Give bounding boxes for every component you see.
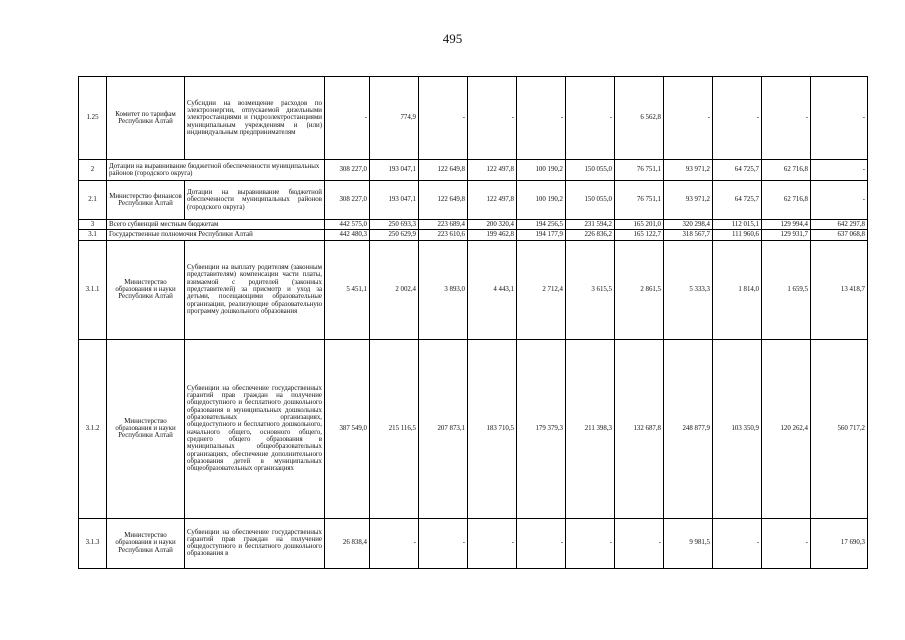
value-cell: 76 751,1 <box>615 181 664 220</box>
value-cell: 248 877,9 <box>664 339 713 518</box>
value-cell: - <box>325 77 370 160</box>
value-cell: 200 320,4 <box>468 220 517 230</box>
value-cell: - <box>615 518 664 568</box>
row-description: Государственные полномочия Республики Алтай <box>107 230 325 240</box>
value-cell: 183 710,5 <box>468 339 517 518</box>
value-cell: 165 122,7 <box>615 230 664 240</box>
budget-table <box>78 76 868 569</box>
value-cell: 2 861,5 <box>615 240 664 339</box>
value-cell: 308 227,0 <box>325 160 370 181</box>
value-cell: - <box>517 518 566 568</box>
value-cell: 1 814,0 <box>713 240 762 339</box>
row-organization: Комитет по тарифам Республики Алтай <box>107 77 185 160</box>
table-row <box>79 518 868 568</box>
value-cell: - <box>762 77 811 160</box>
value-cell: 129 994,4 <box>762 220 811 230</box>
row-code: 3.1.2 <box>79 339 107 518</box>
value-cell: 132 687,8 <box>615 339 664 518</box>
value-cell: 637 068,8 <box>811 230 868 240</box>
value-cell: 250 693,3 <box>370 220 419 230</box>
value-cell: 64 725,7 <box>713 181 762 220</box>
value-cell: 3 615,5 <box>566 240 615 339</box>
value-cell: 103 350,9 <box>713 339 762 518</box>
value-cell: - <box>468 77 517 160</box>
value-cell: - <box>419 77 468 160</box>
value-cell: 215 116,5 <box>370 339 419 518</box>
value-cell: 129 931,7 <box>762 230 811 240</box>
table-row <box>79 160 868 181</box>
row-organization: Министерство образования и науки Республики Алтай <box>107 518 185 568</box>
value-cell: 199 462,8 <box>468 230 517 240</box>
row-organization: Министерство образования и науки Республики Алтай <box>107 240 185 339</box>
row-description: Субсидии на возмещение расходов по электроэнергии, отпускаемой дизельными электростанциями и гидроэлектростанциями муниципальным учреждениям и (или) индивидуальным предпринимателям <box>185 77 325 160</box>
value-cell: 9 981,5 <box>664 518 713 568</box>
value-cell: 64 725,7 <box>713 160 762 181</box>
row-code: 1.25 <box>79 77 107 160</box>
value-cell: 62 716,8 <box>762 181 811 220</box>
table-row <box>79 181 868 220</box>
value-cell: - <box>811 181 868 220</box>
row-code: 3.1 <box>79 230 107 240</box>
value-cell: 93 971,2 <box>664 160 713 181</box>
value-cell: 318 567,7 <box>664 230 713 240</box>
row-organization: Министерство финансов Республики Алтай <box>107 181 185 220</box>
value-cell: 193 047,1 <box>370 181 419 220</box>
value-cell: 207 873,1 <box>419 339 468 518</box>
value-cell: - <box>713 77 762 160</box>
page-number: 495 <box>442 31 463 46</box>
value-cell: 111 960,6 <box>713 230 762 240</box>
value-cell: - <box>468 518 517 568</box>
value-cell: - <box>811 77 868 160</box>
row-description: Субвенции на выплату родителям (законным представителям) компенсации части платы, взимаемой с родителей (законных представителей) за присмотр и уход за детьми, посещающими образовательные организации, реализующие образовательную программу дошкольного образования <box>185 240 325 339</box>
table-row <box>79 220 868 230</box>
value-cell: 5 451,1 <box>325 240 370 339</box>
value-cell: 2 712,4 <box>517 240 566 339</box>
row-description: Дотации на выравнивание бюджетной обеспеченности муниципальных районов (городского округа) <box>185 181 325 220</box>
row-description: Субвенции на обеспечение государственных гарантий прав граждан на получение общедоступного и бесплатного дошкольного образования в муниципальных дошкольных образовательных организациях, общедоступного и бесплатного дошкольного, начального общего, основного общего, среднего общего образования в муниципальных общеобразовательных организациях, обеспечение дополнительного образования детей в муниципальных общеобразовательных организациях <box>185 339 325 518</box>
row-code: 2.1 <box>79 181 107 220</box>
value-cell: 642 297,8 <box>811 220 868 230</box>
table-row <box>79 339 868 518</box>
value-cell: - <box>566 518 615 568</box>
value-cell: 774,9 <box>370 77 419 160</box>
value-cell: 26 838,4 <box>325 518 370 568</box>
value-cell: 193 047,1 <box>370 160 419 181</box>
value-cell: 231 594,2 <box>566 220 615 230</box>
row-description: Субвенции на обеспечение государственных гарантий прав граждан на получение общедоступного и бесплатного дошкольного образования в <box>185 518 325 568</box>
value-cell: 442 575,0 <box>325 220 370 230</box>
value-cell: 442 480,3 <box>325 230 370 240</box>
row-code: 3.1.3 <box>79 518 107 568</box>
value-cell: - <box>566 77 615 160</box>
value-cell: 6 562,8 <box>615 77 664 160</box>
table-row <box>79 77 868 160</box>
value-cell: 62 716,8 <box>762 160 811 181</box>
value-cell: 122 497,8 <box>468 181 517 220</box>
row-description: Всего субвенций местным бюджетам <box>107 220 325 230</box>
row-code: 3.1.1 <box>79 240 107 339</box>
value-cell: 122 649,8 <box>419 160 468 181</box>
value-cell: 223 610,6 <box>419 230 468 240</box>
value-cell: - <box>419 518 468 568</box>
value-cell: 122 497,8 <box>468 160 517 181</box>
row-code: 2 <box>79 160 107 181</box>
value-cell: 387 549,0 <box>325 339 370 518</box>
value-cell: 93 971,2 <box>664 181 713 220</box>
row-code: 3 <box>79 220 107 230</box>
value-cell: 308 227,0 <box>325 181 370 220</box>
value-cell: - <box>517 77 566 160</box>
value-cell: 5 333,3 <box>664 240 713 339</box>
table-row <box>79 240 868 339</box>
value-cell: 122 649,8 <box>419 181 468 220</box>
value-cell: - <box>664 77 713 160</box>
value-cell: 194 177,9 <box>517 230 566 240</box>
row-description: Дотации на выравнивание бюджетной обеспеченности муниципальных районов (городского округа) <box>107 160 325 181</box>
value-cell: - <box>713 518 762 568</box>
value-cell: 226 836,2 <box>566 230 615 240</box>
value-cell: 194 256,5 <box>517 220 566 230</box>
value-cell: 150 055,0 <box>566 181 615 220</box>
value-cell: 150 055,0 <box>566 160 615 181</box>
value-cell: 13 418,7 <box>811 240 868 339</box>
value-cell: 2 002,4 <box>370 240 419 339</box>
table-row <box>79 230 868 240</box>
value-cell: 120 262,4 <box>762 339 811 518</box>
value-cell: 100 190,2 <box>517 181 566 220</box>
value-cell: 4 443,1 <box>468 240 517 339</box>
value-cell: 211 398,3 <box>566 339 615 518</box>
value-cell: - <box>762 518 811 568</box>
value-cell: - <box>370 518 419 568</box>
value-cell: 17 690,3 <box>811 518 868 568</box>
value-cell: 76 751,1 <box>615 160 664 181</box>
value-cell: 320 298,4 <box>664 220 713 230</box>
value-cell: 179 379,3 <box>517 339 566 518</box>
value-cell: 100 190,2 <box>517 160 566 181</box>
value-cell: 250 629,9 <box>370 230 419 240</box>
value-cell: 1 659,5 <box>762 240 811 339</box>
budget-table-body <box>79 77 868 569</box>
row-organization: Министерство образования и науки Республики Алтай <box>107 339 185 518</box>
value-cell: 112 015,1 <box>713 220 762 230</box>
value-cell: 165 201,0 <box>615 220 664 230</box>
value-cell: - <box>811 160 868 181</box>
value-cell: 560 717,2 <box>811 339 868 518</box>
value-cell: 223 689,4 <box>419 220 468 230</box>
value-cell: 3 893,0 <box>419 240 468 339</box>
